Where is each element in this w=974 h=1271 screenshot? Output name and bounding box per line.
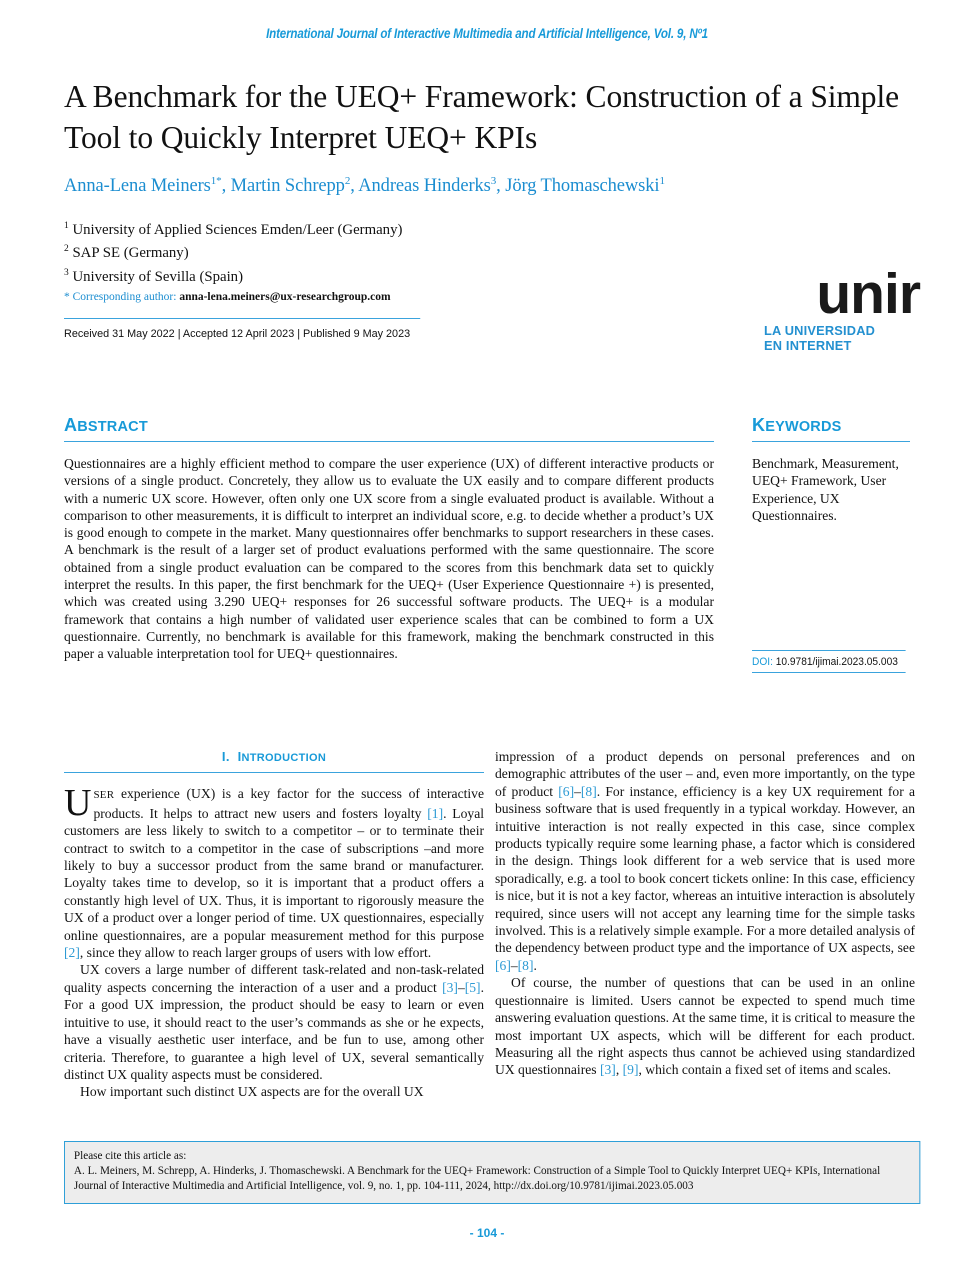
small-caps-run: SER [93, 789, 115, 802]
body-column-left [64, 748, 484, 1101]
abstract-text: Questionnaires are a highly efficient method to compare the user experience (UX) of different interactive products or versions of a single product. Concretely, they allow us to evaluate the UX easily and to compare different products with a numeric UX score. However, often only one UX score from a single evaluated product is available. Without a comparison to other measurements, it is difficult to interpret an individual score, e.g. to decide whether a product’s UX is good enough to compete in the market. Many questionnaires offer benchmarks to support researchers in these cases. A benchmark is the result of a larger set of product evaluations performed with the same questionnaire. The score obtained from a single product evaluation can be compared to the scores from this benchmark data set to quickly interpret the results. In this paper, the first benchmark for the UEQ+ (User Experience Questionnaire +) is presented, which was created using 3.290 UEQ+ responses for 26 successful software products. The UEQ+ is a modular framework that contains a high number of validated user experience scales that can be combined to form a UX questionnaire. Currently, no benchmark is available for this framework, making the benchmark constructed in this paper a valuable interpretation tool for UEQ+ questionnaires. [64, 456, 714, 662]
unir-logo [752, 262, 922, 353]
citation-text: A. L. Meiners, M. Schrepp, A. Hinderks, J. Thomaschewski. A Benchmark for the UEQ+ Framework: Construction of a Simple Tool to Quickly Interpret UEQ+ KPIs, International Journal of Interactive Multimedia and Artificial Intelligence, vol. 9, no. 1, pp. 104-111, 2024, http://dx.doi.org/10.9781/ijimai.2023.05.003 [73, 1165, 881, 1193]
page-number: - 104 - [469, 1226, 505, 1240]
running-head: International Journal of Interactive Multimedia and Artificial Intelligence, Vol. 9, Nº1 [266, 26, 708, 41]
abstract-heading-rest: BSTRACT [77, 419, 148, 435]
paragraph: UX covers a large number of different task-related and non-task-related quality aspects concerning the interaction of a user and a product [3]–[5]. For a good UX impression, the product should be easy to learn or even intuitive to use, it should react to the user’s commands as she or he expects, have a visually aesthetic user interface, and be fun to use, among other criteria. Therefore, to guarantee a high level of UX, several semantically distinct UX quality aspects must be considered. [64, 962, 484, 1082]
citation-ref[interactable]: [3] [599, 1062, 616, 1078]
citation-ref[interactable]: [9] [622, 1062, 639, 1078]
paragraph: impression of a product depends on personal preferences and on demographic attributes of the user – and, even more importantly, on the type of product [6]–[8]. For instance, efficiency is a key UX requirement for a business software that is used frequently in a typical workday. However, an intuitive interaction is not really expected in this case, since complex products typically require some learning phase, a factor which is considered in the design. Things look different for a web service that is used more sporadically, e.g. a tool to book concert tickets online: In this case, efficiency is nice, but it is not a key factor, whereas an intuitive interaction is absolutely required, since users will not accept any learning time for the simple tasks involved. This is a relatively simple example. For a more detailed analysis of the dependency between product type and the importance of UX aspects, see [6]–[8]. [495, 749, 915, 973]
paragraph: How important such distinct UX aspects are for the overall UX [80, 1084, 424, 1100]
publication-dates: Received 31 May 2022 | Accepted 12 April 2023 | Published 9 May 2023 [64, 318, 420, 340]
doi-block [752, 650, 906, 673]
affiliation-list [64, 217, 584, 287]
citation-ref[interactable]: [5] [464, 979, 481, 995]
keywords-heading-rest: EYWORDS [765, 419, 842, 435]
keywords-text: Benchmark, Measurement, UEQ+ Framework, User Experience, UX Questionnaires. [752, 456, 899, 523]
drop-cap: U [64, 782, 92, 825]
keywords-heading-initial: K [752, 415, 766, 435]
citation-ref[interactable]: [6] [495, 957, 511, 973]
citation-ref[interactable]: [2] [64, 945, 80, 961]
section-number: I. [221, 749, 230, 764]
corresponding-author [64, 291, 584, 303]
section-heading-rest: NTRODUCTION [241, 752, 327, 764]
author-list: Anna-Lena Meiners$^{1*}$, Martin Schrepp$^2$, Andreas Hinderks$^3$, Jörg Thomaschewski$^1$ [64, 175, 665, 197]
page-title: A Benchmark for the UEQ+ Framework: Construction of a Simple Tool to Quickly Interpret UEQ+ KPIs [64, 79, 899, 155]
doi-label: DOI: [752, 656, 773, 668]
citation-box [64, 1141, 920, 1204]
abstract-heading-initial: A [64, 415, 78, 435]
citation-ref[interactable]: [1] [427, 805, 444, 821]
citation-label: Please cite this article as: [73, 1150, 187, 1162]
doi-value[interactable]: 10.9781/ijimai.2023.05.003 [775, 656, 898, 668]
affiliation-item [64, 217, 584, 240]
abstract-heading [64, 415, 714, 442]
corresponding-label: * Corresponding author: [64, 291, 177, 303]
unir-tagline-line1: LA UNIVERSIDAD [764, 323, 876, 338]
unir-tagline-line2: EN INTERNET [764, 338, 852, 353]
affiliation-item [64, 240, 584, 263]
section-heading-initial: I [237, 749, 242, 764]
citation-ref[interactable]: [6] [558, 783, 575, 799]
citation-ref[interactable]: [8] [517, 957, 534, 973]
citation-ref[interactable]: [3] [442, 979, 458, 995]
affiliation-marker: 2 [64, 244, 69, 255]
affiliation-text: SAP SE (Germany) [72, 245, 189, 262]
keywords-section [752, 415, 910, 524]
citation-ref[interactable]: [8] [580, 783, 597, 799]
affiliation-item [64, 264, 584, 287]
affiliation-marker: 3 [64, 267, 69, 278]
body-column-right [495, 748, 915, 1079]
abstract-section [64, 415, 714, 663]
affiliation-text: University of Applied Sciences Emden/Leer (Germany) [72, 221, 403, 238]
unir-wordmark: unir [816, 262, 920, 326]
corresponding-email-link[interactable]: anna-lena.meiners@ux-researchgroup.com [179, 291, 391, 303]
paragraph: Of course, the number of questions that can be used in an online questionnaire is limited. Users cannot be expected to spend much time answering evaluation questions. At the same time, it is critical to measure the most important UX aspects, which will be different for each product. Measuring all the right aspects thus cannot be achieved using standardized UX questionnaires [3], [9], which contain a fixed set of items and scales. [495, 975, 915, 1078]
section-heading-introduction [64, 748, 484, 773]
keywords-heading [752, 415, 910, 442]
paragraph-text: experience (UX) is a key factor for the success of interactive products. It helps to attract new users and fosters loyalty [1]. Loyal customers are less likely to switch to a competitor – or to terminate their contract to switch to a competitor in the case of subscriptions –and more likely to buy a successor product from the same brand or manufacturer. Loyalty takes time to develop, so it is important that a product offers a constantly high level of UX. Thus, it is important to rigorously measure the UX of a product over a longer period of time. UX questionnaires, especially online questionnaires, are a popular measurement method for this purpose [2], since they allow to reach larger groups of users with low effort. [64, 786, 484, 961]
paragraph [64, 782, 484, 961]
affiliation-text: University of Sevilla (Spain) [72, 268, 244, 285]
affiliation-marker: 1 [64, 221, 69, 231]
